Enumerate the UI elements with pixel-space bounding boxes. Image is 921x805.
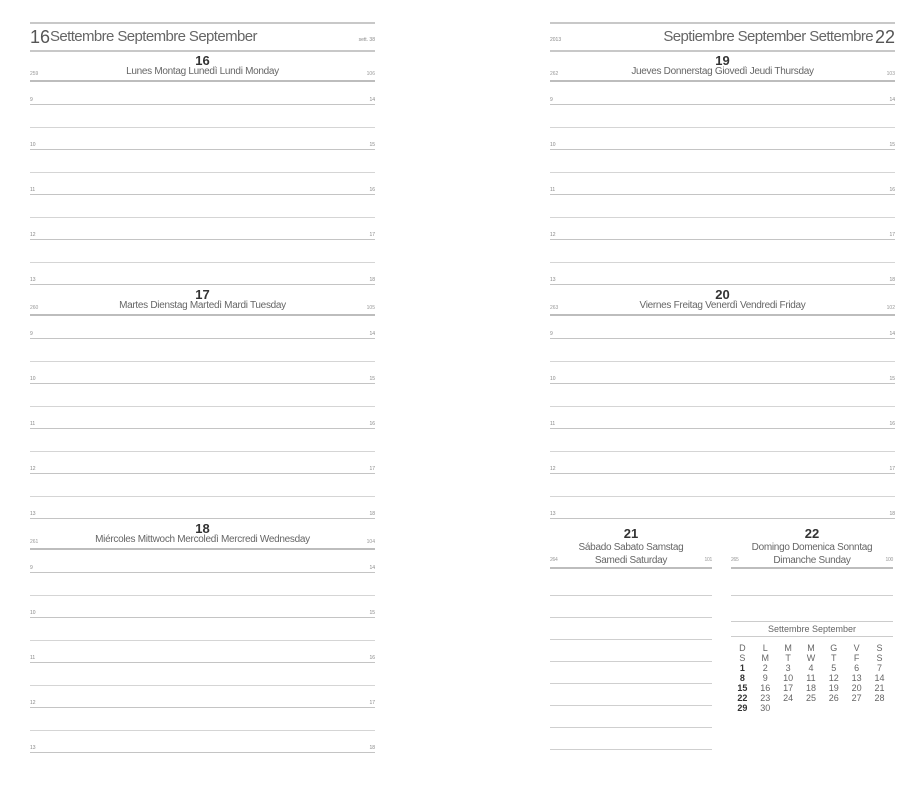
hour-label: 12 bbox=[550, 232, 556, 238]
header-code: 2013 bbox=[550, 37, 562, 43]
day-number: 20 bbox=[715, 287, 730, 302]
saturday-note-lines[interactable] bbox=[550, 595, 712, 750]
date-cell: 1 bbox=[739, 663, 745, 673]
hour-label: 11 bbox=[30, 187, 36, 193]
date-cell: 13 bbox=[851, 673, 862, 683]
day-code-left: 259 bbox=[30, 71, 39, 77]
weekday-header: W bbox=[806, 653, 816, 663]
weekday-header: S bbox=[739, 653, 746, 663]
weekday-header: G bbox=[830, 643, 838, 653]
day-names: Viernes Freitag Venerdì Vendredi Friday bbox=[639, 300, 806, 311]
date-cell: 24 bbox=[783, 693, 794, 703]
hour-label: 18 bbox=[889, 277, 895, 283]
weekend-saturday bbox=[550, 526, 712, 569]
date-cell: 18 bbox=[805, 683, 816, 693]
hour-label: 14 bbox=[889, 97, 895, 103]
weekday-header: S bbox=[876, 653, 883, 663]
hour-slot[interactable] bbox=[30, 640, 375, 686]
date-cell bbox=[822, 703, 845, 713]
date-cell: 19 bbox=[828, 683, 839, 693]
weekday-header: M bbox=[761, 653, 770, 663]
date-cell bbox=[777, 703, 800, 713]
hour-label: 18 bbox=[369, 511, 375, 517]
header-month-title: Septiembre September Settembre bbox=[663, 28, 873, 45]
day-number: 16 bbox=[195, 53, 210, 68]
date-cell: 4 bbox=[808, 663, 814, 673]
hour-label: 14 bbox=[369, 331, 375, 337]
hour-label: 9 bbox=[550, 97, 553, 103]
day-number: 17 bbox=[195, 287, 210, 302]
day-block-18 bbox=[30, 521, 375, 756]
hour-slot[interactable] bbox=[30, 550, 375, 596]
hour-label: 13 bbox=[30, 277, 36, 283]
hour-slot[interactable] bbox=[30, 361, 375, 407]
day-number: 22 bbox=[804, 526, 820, 541]
day-names: Miércoles Mittwoch Mercoledì Mercredi Wednesday bbox=[95, 534, 310, 545]
weekday-header: M bbox=[784, 643, 792, 653]
date-cell: 11 bbox=[806, 673, 816, 683]
day-code-left: 262 bbox=[550, 71, 559, 77]
header-week-number: 16 bbox=[30, 27, 51, 47]
weekday-header: T bbox=[831, 653, 837, 663]
hour-slot[interactable] bbox=[30, 730, 375, 776]
date-cell: 28 bbox=[874, 693, 885, 703]
weekday-header: M bbox=[807, 643, 815, 653]
day-block-16 bbox=[30, 53, 375, 288]
weekday-header: L bbox=[762, 643, 768, 653]
hour-label: 12 bbox=[30, 700, 36, 706]
hour-label: 17 bbox=[369, 466, 375, 472]
day-names: Jueves Donnerstag Giovedì Jeudi Thursday bbox=[631, 66, 814, 77]
hour-label: 15 bbox=[889, 376, 895, 382]
hour-slot[interactable] bbox=[550, 451, 895, 497]
sunday-note-lines[interactable] bbox=[731, 595, 893, 596]
left-page bbox=[0, 0, 460, 805]
hour-label: 12 bbox=[30, 232, 36, 238]
hour-label: 18 bbox=[889, 511, 895, 517]
hour-label: 14 bbox=[369, 97, 375, 103]
day-number: 21 bbox=[623, 526, 639, 541]
hour-slot[interactable] bbox=[30, 685, 375, 731]
hour-label: 9 bbox=[30, 565, 33, 571]
date-cell: 8 bbox=[739, 673, 745, 683]
day-code-right: 104 bbox=[366, 539, 375, 545]
hour-label: 14 bbox=[889, 331, 895, 337]
hour-label: 17 bbox=[369, 232, 375, 238]
day-code-right: 102 bbox=[886, 305, 895, 311]
hour-label: 13 bbox=[550, 277, 556, 283]
hour-label: 18 bbox=[369, 745, 375, 751]
hour-label: 9 bbox=[30, 331, 33, 337]
date-cell: 5 bbox=[831, 663, 837, 673]
day-names: Martes Dienstag Martedì Mardi Tuesday bbox=[119, 300, 286, 311]
hour-label: 13 bbox=[30, 511, 36, 517]
hour-label: 12 bbox=[550, 466, 556, 472]
hour-label: 15 bbox=[369, 376, 375, 382]
day-names-line2 bbox=[731, 555, 893, 566]
week-row bbox=[731, 683, 891, 693]
date-cell: 6 bbox=[854, 663, 860, 673]
hour-label: 11 bbox=[550, 421, 556, 427]
hour-label: 11 bbox=[550, 187, 556, 193]
date-cell: 25 bbox=[805, 693, 816, 703]
hour-slot[interactable] bbox=[30, 406, 375, 452]
day-names: Lunes Montag Lunedì Lundi Monday bbox=[126, 66, 279, 77]
hour-label: 9 bbox=[550, 331, 553, 337]
hour-slot[interactable] bbox=[550, 82, 895, 128]
day-names-text: Samedi Saturday bbox=[594, 555, 668, 566]
hour-slot[interactable] bbox=[30, 127, 375, 173]
date-cell: 10 bbox=[783, 673, 794, 683]
day-code-right: 105 bbox=[366, 305, 375, 311]
day-code-right: 106 bbox=[366, 71, 375, 77]
week-row bbox=[731, 693, 891, 703]
day-number: 19 bbox=[715, 53, 730, 68]
header-code: sett. 38 bbox=[358, 37, 375, 43]
hour-label: 16 bbox=[889, 421, 895, 427]
mini-calendar-grid bbox=[731, 643, 891, 713]
weekday-header: S bbox=[876, 643, 883, 653]
date-cell: 3 bbox=[785, 663, 791, 673]
hour-slot[interactable] bbox=[550, 406, 895, 452]
hour-label: 16 bbox=[369, 421, 375, 427]
weekday-header: V bbox=[853, 643, 860, 653]
week-row bbox=[731, 663, 891, 673]
date-cell: 15 bbox=[737, 683, 748, 693]
hour-label: 10 bbox=[30, 610, 36, 616]
hour-label: 15 bbox=[889, 142, 895, 148]
hour-label: 10 bbox=[550, 142, 556, 148]
day-names-line1: Sábado Sabato Samstag bbox=[578, 542, 684, 553]
weekday-header: D bbox=[739, 643, 746, 653]
hour-slot[interactable] bbox=[30, 316, 375, 362]
hour-slot[interactable] bbox=[550, 316, 895, 362]
hour-label: 9 bbox=[30, 97, 33, 103]
date-cell: 12 bbox=[828, 673, 839, 683]
day-names-line1: Domingo Domenica Sonntag bbox=[751, 542, 873, 553]
day-code-right: 100 bbox=[885, 557, 893, 563]
hour-label: 11 bbox=[30, 655, 36, 661]
day-code-left: 265 bbox=[731, 557, 739, 563]
hour-label: 14 bbox=[369, 565, 375, 571]
hour-label: 16 bbox=[369, 187, 375, 193]
day-code-left: 260 bbox=[30, 305, 39, 311]
hour-slot[interactable] bbox=[550, 172, 895, 218]
hour-label: 13 bbox=[30, 745, 36, 751]
week-row bbox=[731, 703, 891, 713]
hour-label: 12 bbox=[30, 466, 36, 472]
hour-label: 10 bbox=[550, 376, 556, 382]
divider bbox=[550, 567, 712, 569]
date-cell: 17 bbox=[783, 683, 794, 693]
mini-calendar-title: Settembre September bbox=[731, 621, 893, 637]
date-cell bbox=[868, 703, 891, 713]
day-block-20 bbox=[550, 287, 895, 522]
date-cell: 26 bbox=[828, 693, 839, 703]
date-cell: 23 bbox=[760, 693, 771, 703]
hour-slot[interactable] bbox=[30, 82, 375, 128]
hour-label: 13 bbox=[550, 511, 556, 517]
page-header bbox=[30, 22, 375, 52]
day-names-line2 bbox=[550, 555, 712, 566]
divider bbox=[731, 567, 893, 569]
date-cell: 20 bbox=[851, 683, 862, 693]
header-month-title: Settembre Septembre September bbox=[50, 28, 257, 45]
hour-label: 10 bbox=[30, 142, 36, 148]
date-cell: 29 bbox=[737, 703, 748, 713]
weekday-header-row bbox=[731, 653, 891, 663]
hour-label: 10 bbox=[30, 376, 36, 382]
page-header bbox=[550, 22, 895, 52]
date-cell: 9 bbox=[762, 673, 768, 683]
hour-label: 17 bbox=[889, 232, 895, 238]
hour-label: 15 bbox=[369, 142, 375, 148]
hour-label: 15 bbox=[369, 610, 375, 616]
date-cell: 30 bbox=[760, 703, 771, 713]
date-cell: 7 bbox=[877, 663, 883, 673]
hour-label: 16 bbox=[369, 655, 375, 661]
date-cell: 27 bbox=[851, 693, 862, 703]
day-code-left: 263 bbox=[550, 305, 559, 311]
hour-slot[interactable] bbox=[550, 127, 895, 173]
date-cell: 16 bbox=[760, 683, 771, 693]
mini-calendar bbox=[731, 621, 893, 713]
date-cell bbox=[800, 703, 823, 713]
hour-label: 17 bbox=[369, 700, 375, 706]
hour-slot[interactable] bbox=[550, 217, 895, 263]
weekday-header-row bbox=[731, 643, 891, 653]
hour-slot[interactable] bbox=[30, 172, 375, 218]
weekday-header: F bbox=[853, 653, 860, 663]
hour-label: 16 bbox=[889, 187, 895, 193]
hour-label: 18 bbox=[369, 277, 375, 283]
day-code-left: 261 bbox=[30, 539, 39, 545]
weekday-header: T bbox=[785, 653, 791, 663]
header-week-number: 22 bbox=[874, 27, 895, 47]
day-code-right: 103 bbox=[886, 71, 895, 77]
date-cell: 21 bbox=[874, 683, 885, 693]
date-cell: 22 bbox=[737, 693, 748, 703]
day-code-left: 264 bbox=[550, 557, 558, 563]
week-row bbox=[731, 673, 891, 683]
weekend-sunday bbox=[731, 526, 893, 569]
hour-label: 11 bbox=[30, 421, 36, 427]
date-cell: 2 bbox=[762, 663, 768, 673]
hour-slot[interactable] bbox=[550, 361, 895, 407]
date-cell: 14 bbox=[874, 673, 885, 683]
hour-slot[interactable] bbox=[30, 451, 375, 497]
hour-slot[interactable] bbox=[30, 595, 375, 641]
day-block-19 bbox=[550, 53, 895, 288]
hour-slot[interactable] bbox=[30, 217, 375, 263]
day-number: 18 bbox=[195, 521, 210, 536]
hour-label: 17 bbox=[889, 466, 895, 472]
day-names-text: Dimanche Sunday bbox=[773, 555, 851, 566]
day-code-right: 101 bbox=[704, 557, 712, 563]
date-cell bbox=[845, 703, 868, 713]
day-block-17 bbox=[30, 287, 375, 522]
